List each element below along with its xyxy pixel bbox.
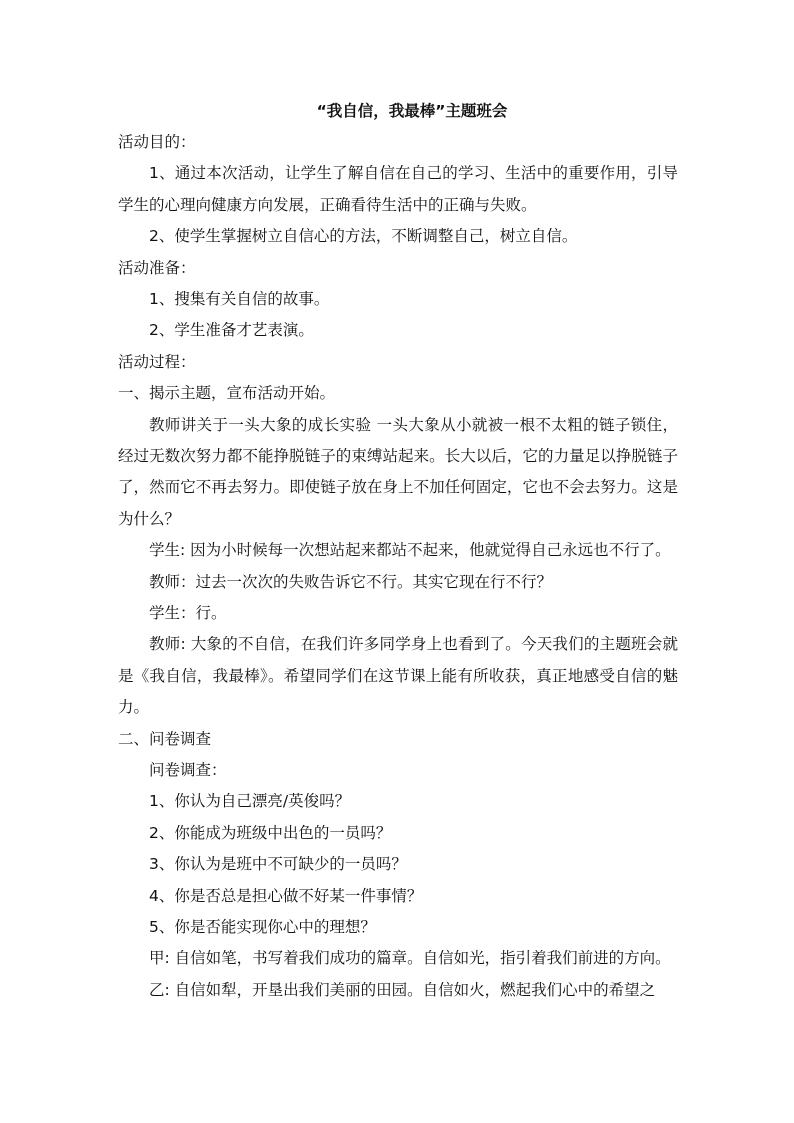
survey-heading: 问卷调查： [149,760,227,779]
document-page [118,96,678,1006]
dialogue-yi: 乙: 自信如犁，开垦出我们美丽的田园。自信如火，燃起我们心中的希望之 [149,980,656,999]
document-title: “我自信，我最棒”主题班会 [316,102,508,120]
dialogue-jia: 甲: 自信如笔，书写着我们成功的篇章。自信如光，指引着我们前进的方向。 [149,949,671,968]
prep-heading: 活动准备： [118,258,196,277]
step2-heading: 二、问卷调查 [118,729,212,748]
survey-question-5: 5、你是否能实现你心中的理想？ [149,917,376,936]
step1-heading: 一、揭示主题，宣布活动开始。 [118,384,336,403]
survey-question-2: 2、你能成为班级中出色的一员吗？ [149,823,392,842]
goal-heading: 活动目的： [118,133,196,151]
survey-question-4: 4、你是否总是担心做不好某一件事情？ [149,886,423,905]
prep-item-2: 2、学生准备才艺表演。 [149,321,314,340]
process-heading: 活动过程： [118,352,196,371]
goal-item-1: 1、通过本次活动，让学生了解自信在自己的学习、生活中的重要作用，引导学生的心理向健康方向发展，正确看待生活中的正确与失败。 [118,164,678,214]
survey-question-1: 1、你认为自己漂亮/英俊吗？ [149,792,351,811]
teacher-intro: 教师: 大象的不自信，在我们许多同学身上也看到了。今天我们的主题班会就是《我自信，我最棒》。希望同学们在这节课上能有所收获，真正地感受自信的魅力。 [118,635,678,717]
prep-item-1: 1、搜集有关自信的故事。 [149,289,330,308]
teacher-story: 教师讲关于一头大象的成长实验 一头大象从小就被一根不太粗的链子锁住，经过无数次努力都不能挣脱链子的束缚站起来。长大以后，它的力量足以挣脱链子了，然而它不再去努力。即使链子放在身上不加任何固定，它也不会去努力。这是为什么？ [118,415,678,528]
goal-item-2: 2、使学生掌握树立自信心的方法，不断调整自己，树立自信。 [149,227,578,246]
student-answer-1: 学生: 因为小时候每一次想站起来都站不起来，他就觉得自己永远也不行了。 [149,541,671,560]
student-answer-2: 学生：行。 [149,603,227,622]
survey-question-3: 3、你认为是班中不可缺少的一员吗？ [149,855,407,874]
teacher-question: 教师：过去一次次的失败告诉它不行。其实它现在行不行？ [149,572,553,591]
